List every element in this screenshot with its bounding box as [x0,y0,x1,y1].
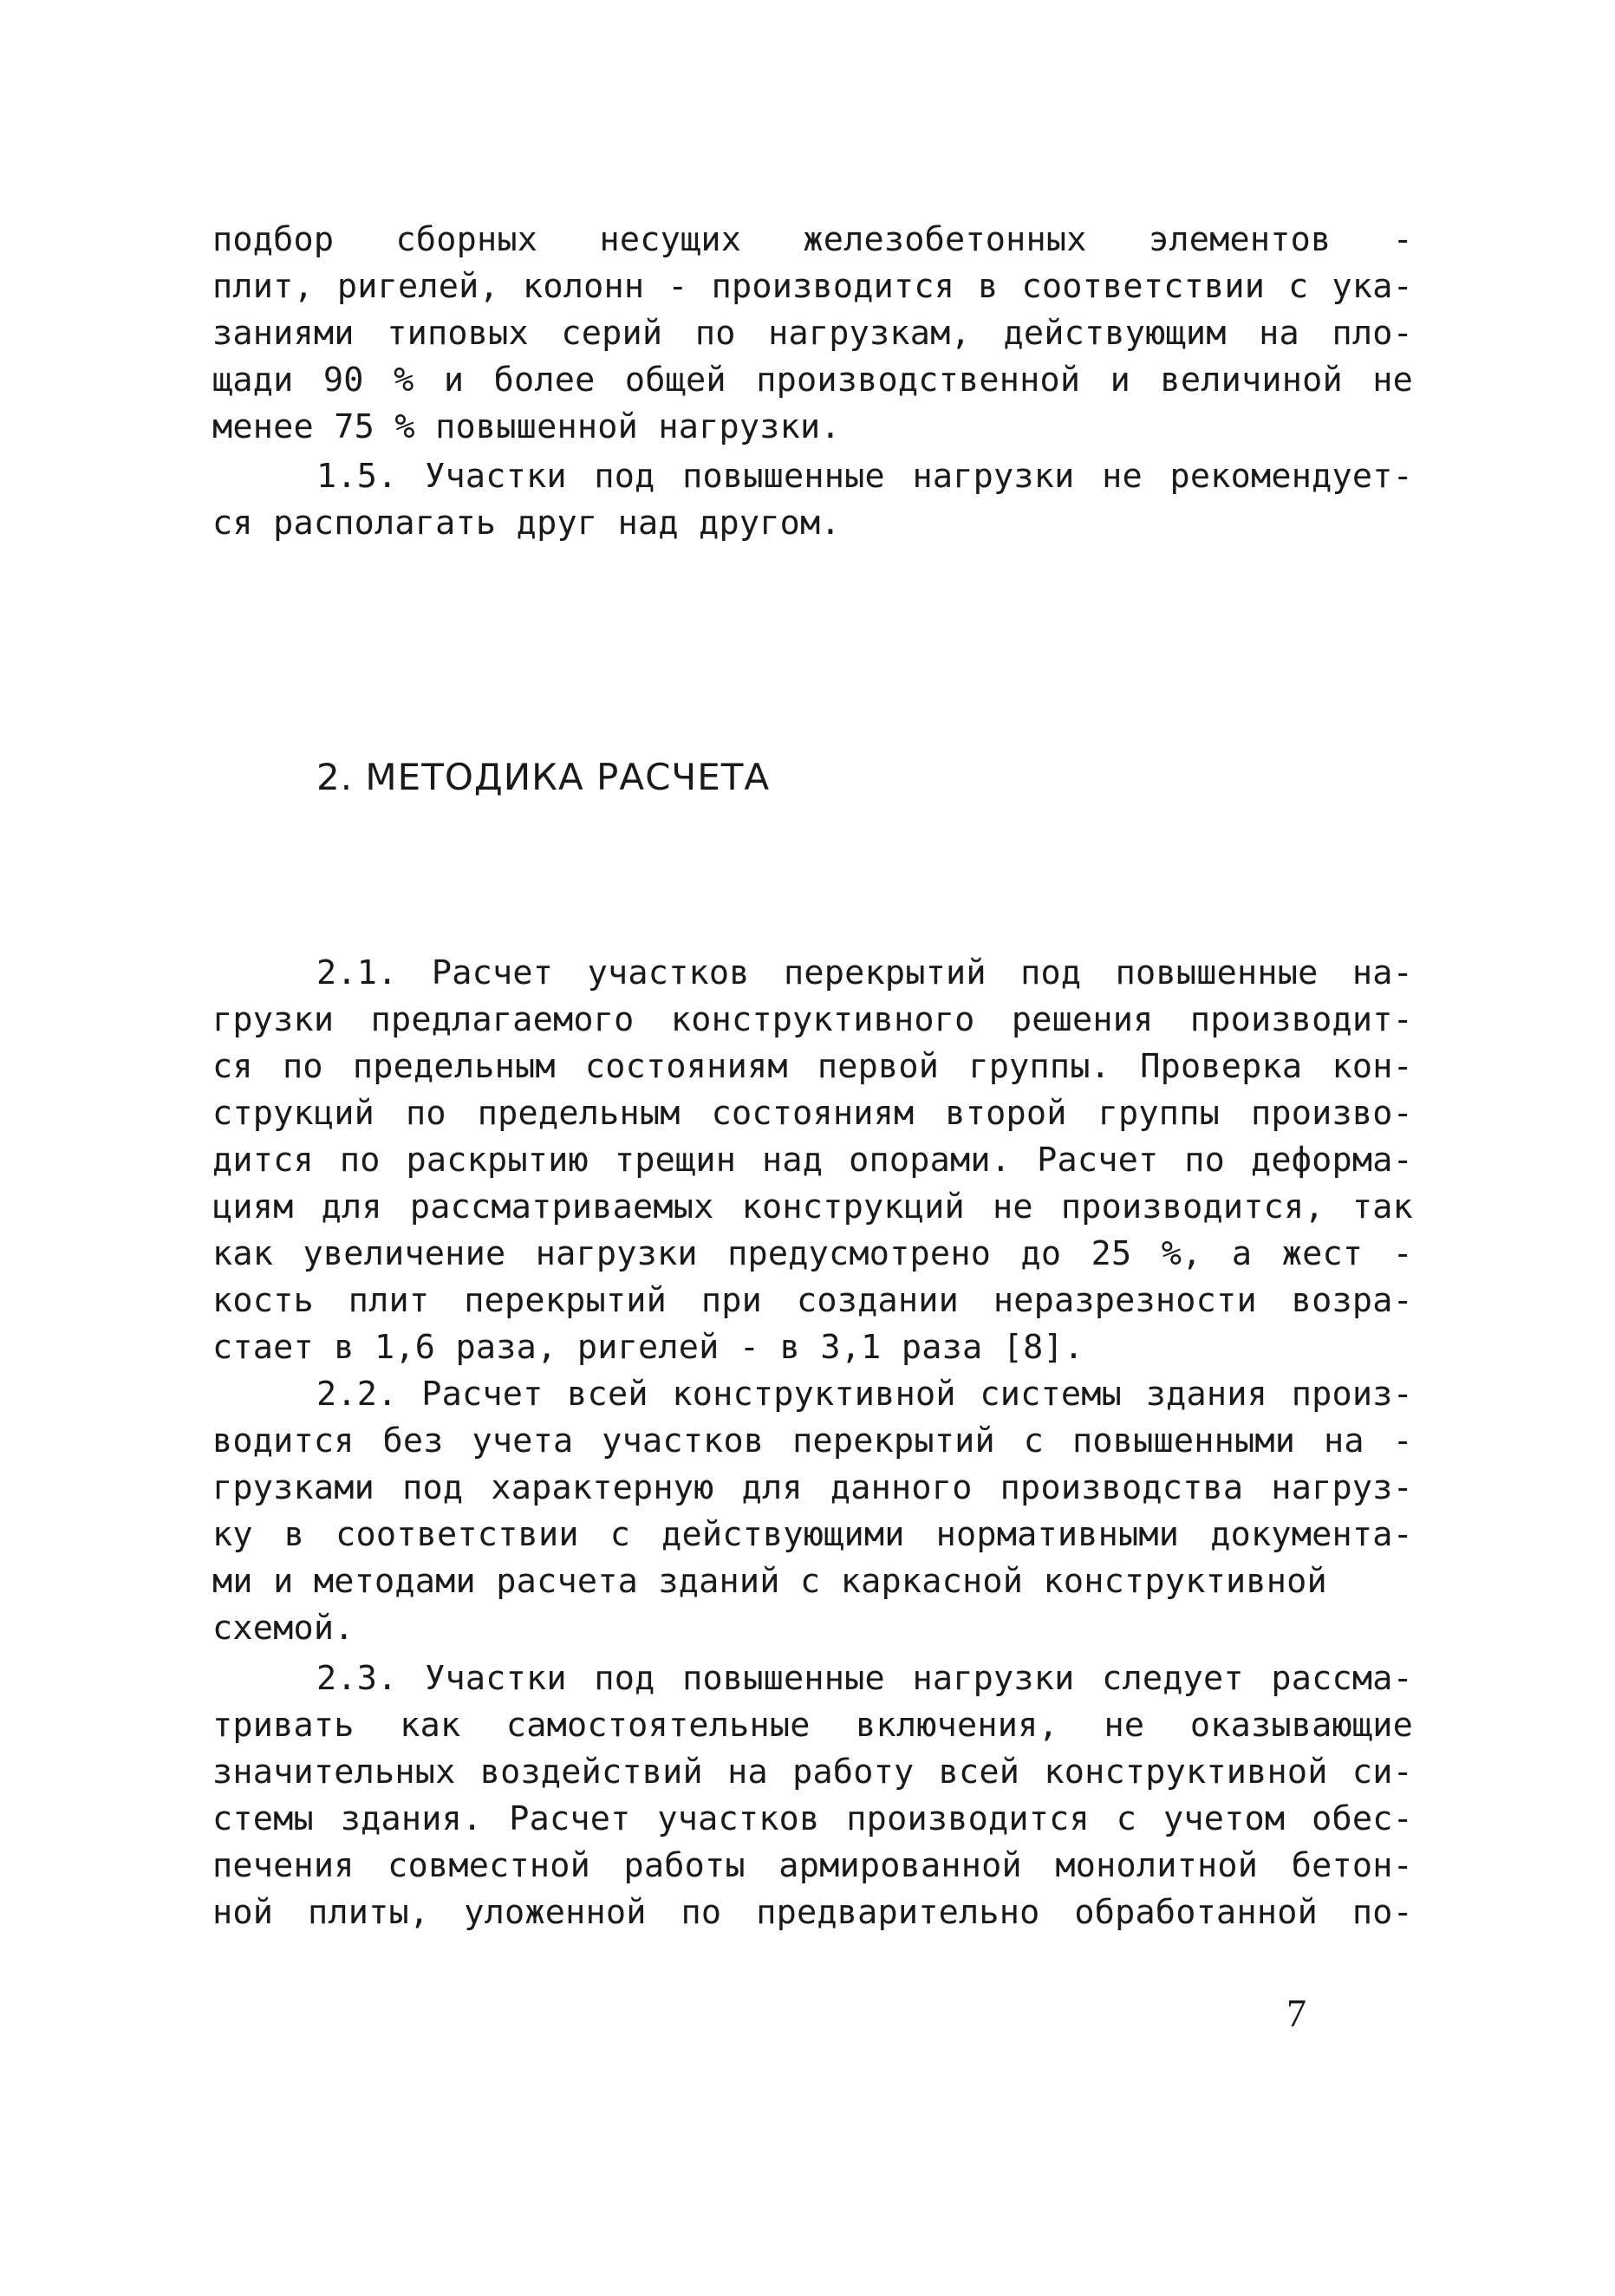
text-line: схемой. [212,1609,355,1648]
text-line: значительных воздействий на работу всей конструктивной си- [212,1753,1413,1792]
text-line: ся располагать друг над другом. [212,504,841,543]
text-line: подбор сборных несущих железобетонных элементов - [212,220,1413,259]
text-line: ной плиты, уложенной по предварительно обработанной по- [212,1893,1413,1932]
text-line: кость плит перекрытий при создании неразрезности возра- [212,1281,1413,1320]
text-line: дится по раскрытию трещин над опорами. Расчет по деформа- [212,1141,1413,1180]
text-line: как увеличение нагрузки предусмотрено до 25 %, а жест - [212,1234,1413,1273]
text-line: плит, ригелей, колонн - производится в соответствии с ука- [212,267,1413,306]
section-heading: 2. МЕТОДИКА РАСЧЕТА [316,756,771,798]
page-number: 7 [1286,1991,1306,2035]
paragraph-2-3 [212,1655,1413,1936]
text-line: ку в соответствии с действующими нормативными документа- [212,1515,1413,1554]
text-line: стает в 1,6 раза, ригелей - в 3,1 раза [8]. [212,1328,1084,1367]
text-line: струкций по предельным состояниям второй группы произво- [212,1094,1413,1133]
text-line: циям для рассматриваемых конструкций не производится, так [212,1187,1413,1226]
text-line: грузки предлагаемого конструктивного решения производит- [212,1000,1413,1039]
paragraph-1-5 [212,453,1413,547]
text-line: водится без учета участков перекрытий с повышенными на - [212,1421,1413,1460]
text-line: тривать как самостоятельные включения, не оказывающие [212,1706,1413,1745]
text-line: менее 75 % повышенной нагрузки. [212,407,841,446]
text-line: щади 90 % и более общей производственной и величиной не [212,361,1413,400]
text-line: 2.2. Расчет всей конструктивной системы здания произ- [316,1375,1413,1414]
intro-paragraph [212,217,1413,451]
paragraph-2-2 [212,1371,1413,1652]
text-line: заниями типовых серий по нагрузкам, действующим на пло- [212,314,1413,353]
text-line: стемы здания. Расчет участков производится с учетом обес- [212,1799,1413,1838]
text-line: ми и методами расчета зданий с каркасной конструктивной [212,1562,1327,1601]
text-line: грузками под характерную для данного производства нагруз- [212,1468,1413,1507]
text-line: 1.5. Участки под повышенные нагрузки не рекомендует- [316,457,1413,496]
text-line: 2.1. Расчет участков перекрытий под повышенные на- [316,953,1413,992]
text-line: ся по предельным состояниям первой группы. Проверка кон- [212,1047,1413,1086]
paragraph-2-1 [212,950,1413,1371]
text-line: 2.3. Участки под повышенные нагрузки следует рассма- [316,1659,1413,1698]
text-line: печения совместной работы армированной монолитной бетон- [212,1846,1413,1885]
